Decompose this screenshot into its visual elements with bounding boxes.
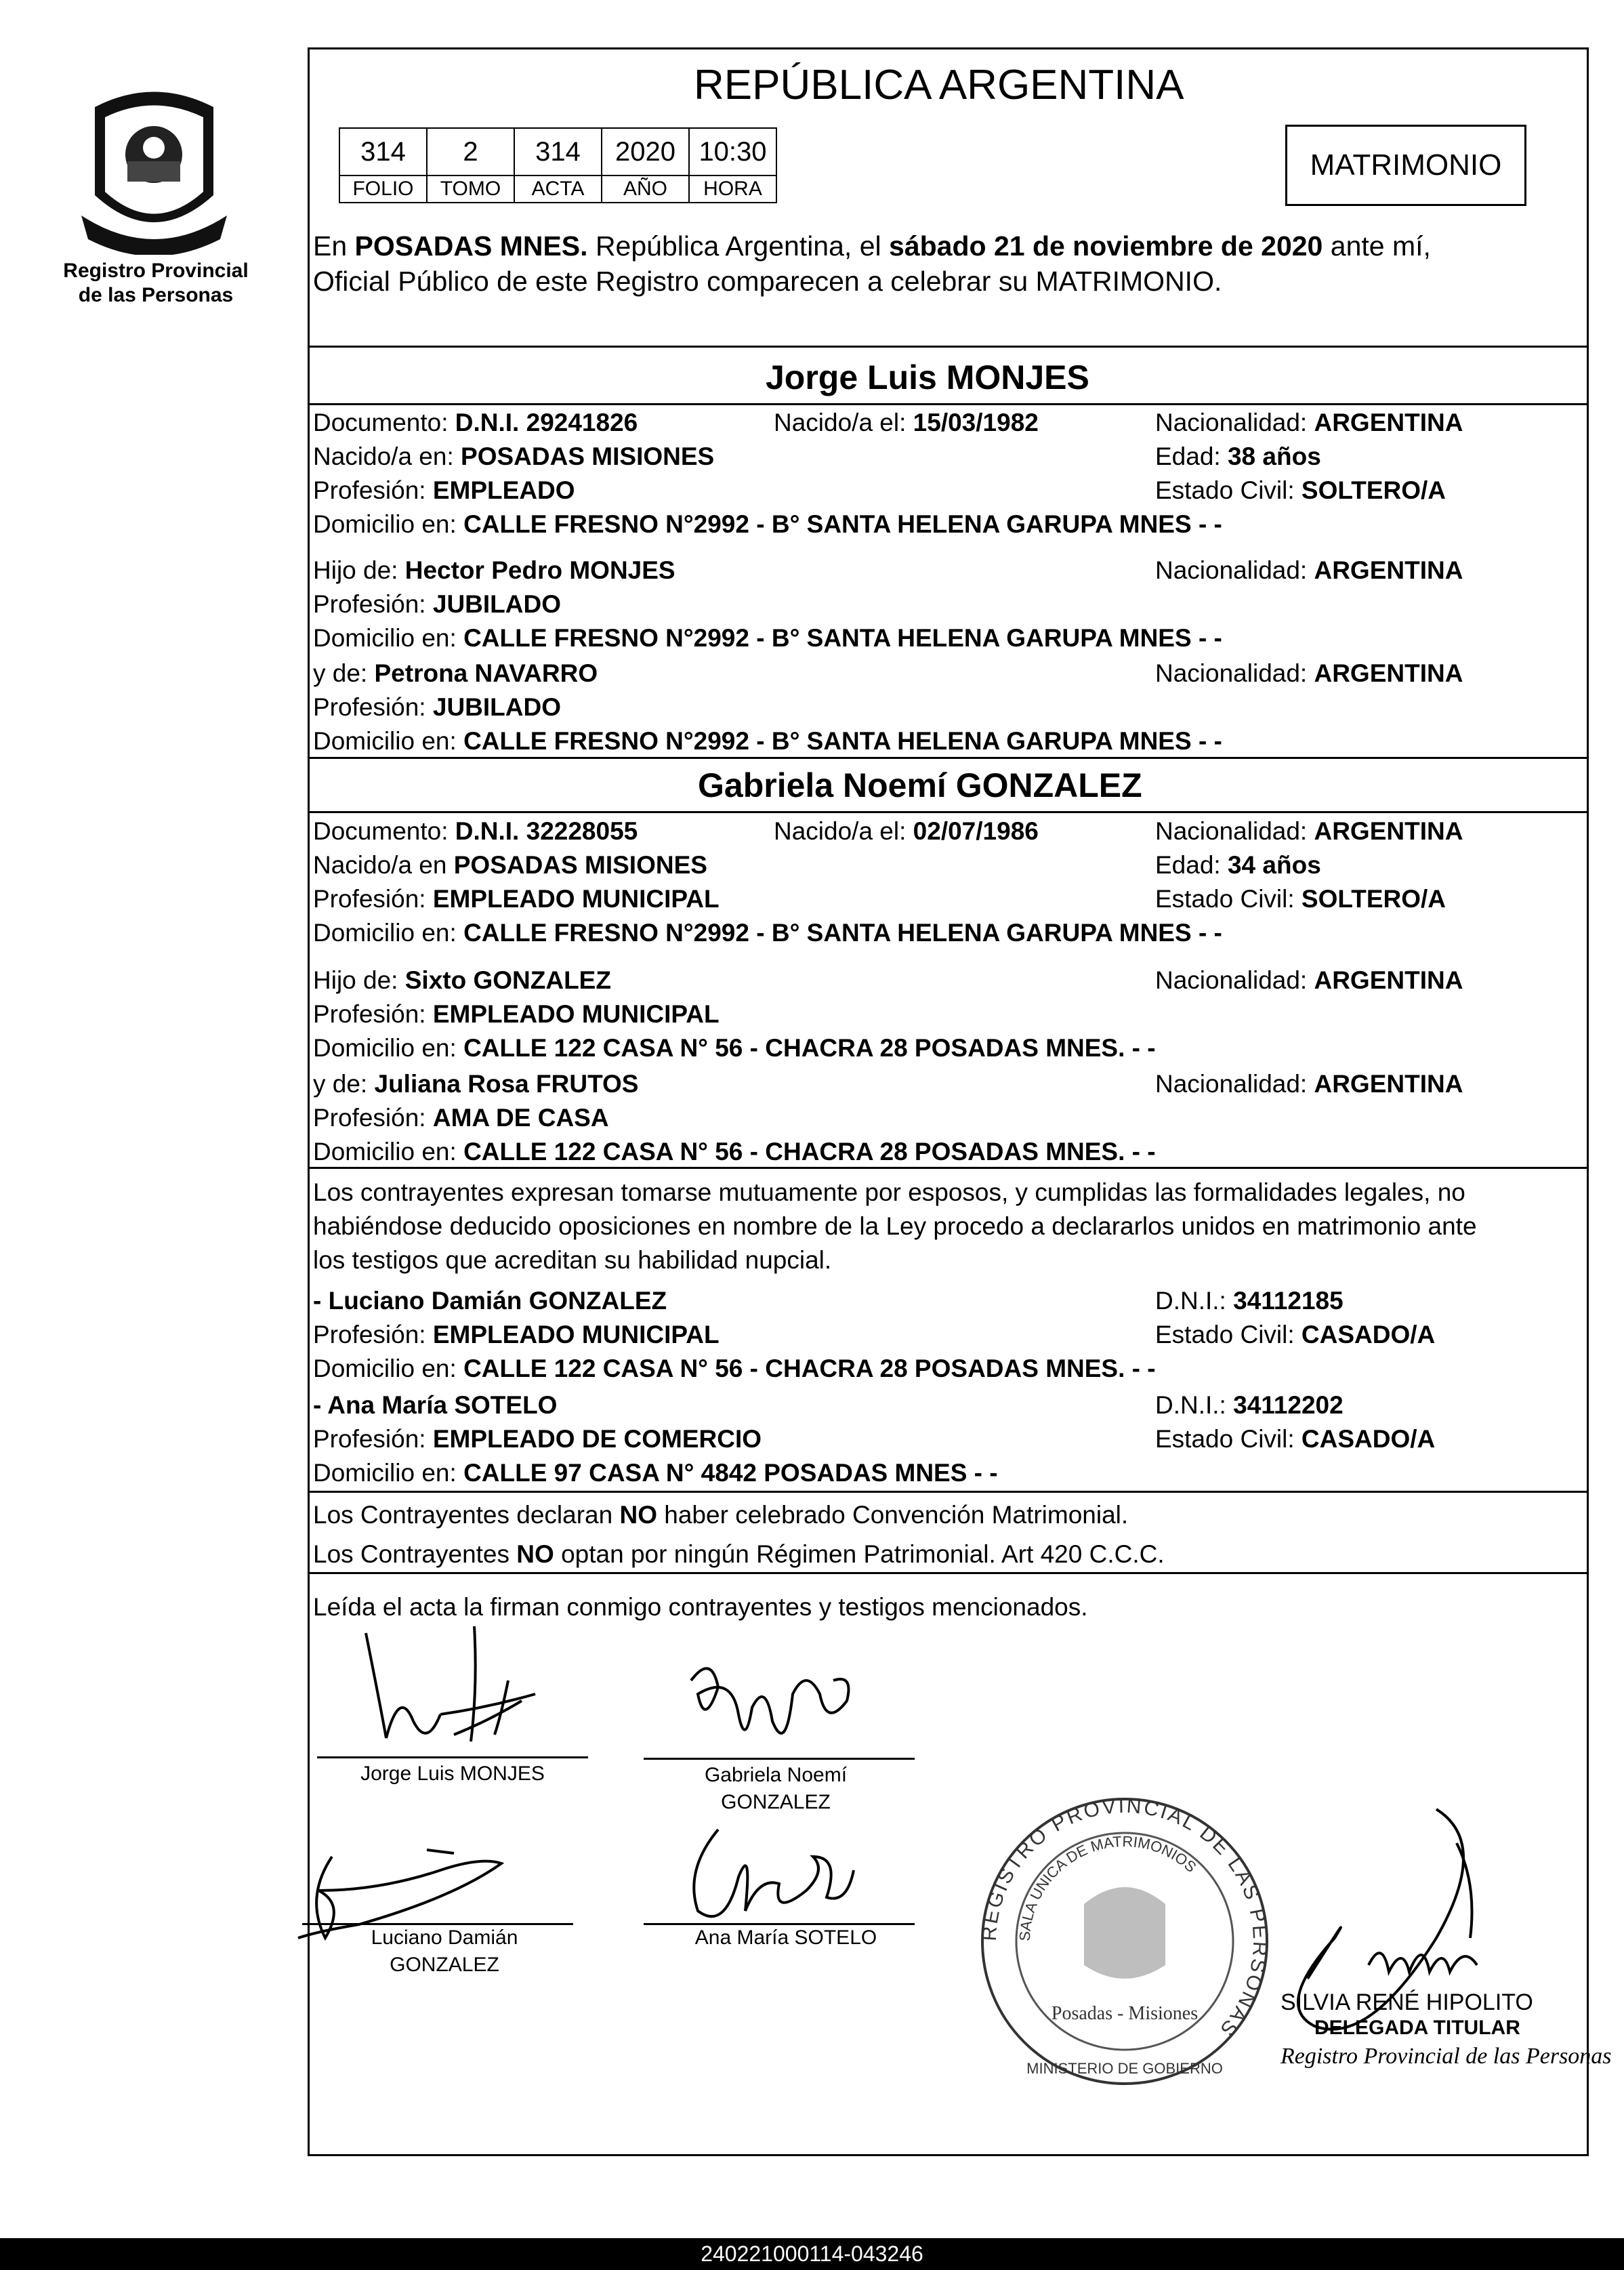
acta-label: ACTA (514, 176, 602, 203)
signature-4 (671, 1816, 874, 1938)
field-label: Hijo de: (313, 556, 405, 584)
field-label: Documento: (313, 817, 455, 845)
witness2-profession (313, 1424, 762, 1454)
field-value: 02/07/1986 (913, 817, 1039, 845)
document-id-footer: 240221000114-043246 (0, 2238, 1624, 2270)
field-label: Domicilio en: (313, 624, 464, 652)
field-label: Nacido/a en: (313, 442, 461, 470)
spouse2-birthplace (313, 850, 707, 880)
field-label: Estado Civil: (1155, 1425, 1302, 1453)
field-label: Edad: (1155, 851, 1228, 879)
field-value: POSADAS MISIONES (453, 851, 707, 879)
witness1-profession (313, 1320, 720, 1350)
field-label: Nacido/a el: (774, 409, 913, 436)
field-label: Nacionalidad: (1155, 659, 1314, 687)
acta-value: 314 (514, 128, 602, 176)
field-value: ARGENTINA (1314, 659, 1463, 687)
tomo-value: 2 (427, 128, 514, 176)
field-value: ARGENTINA (1314, 966, 1463, 994)
declaration-line: los testigos que acreditan su habilidad nupcial. (313, 1246, 832, 1274)
field-value: AMA DE CASA (432, 1104, 609, 1132)
spouse1-documento (313, 408, 638, 438)
agreement-text: Los Contrayentes (313, 1540, 517, 1568)
closing-statement: Leída el acta la firman conmigo contrayentes y testigos mencionados. (313, 1593, 1088, 1621)
field-label: Domicilio en: (313, 919, 464, 947)
field-value: 15/03/1982 (913, 409, 1039, 436)
field-value: ARGENTINA (1314, 1070, 1463, 1098)
signature-name-line: Luciano Damián (371, 1926, 518, 1949)
spouse1-father (313, 556, 675, 585)
field-value: CALLE 122 CASA N° 56 - CHACRA 28 POSADAS MNES. - - (463, 1138, 1156, 1165)
doc-type-label: MATRIMONIO (1310, 148, 1502, 182)
spouse2-birthdate (774, 817, 1039, 846)
official-seal-stamp (976, 1789, 1274, 2094)
official-role: DELEGADA TITULAR (1314, 2017, 1520, 2039)
witness1-dni (1155, 1286, 1344, 1316)
declaration-line: Los contrayentes expresan tomarse mutuamente por esposos, y cumplidas las formalidades legales, no (313, 1178, 1465, 1206)
spouse2-nationality (1155, 817, 1463, 846)
spouse1-birthdate (774, 408, 1039, 438)
agreement-line-2 (313, 1540, 1165, 1569)
anio-label: AÑO (602, 176, 689, 203)
spouse1-father-address (313, 623, 1222, 653)
agreement-emphasis: NO (516, 1540, 554, 1568)
witness1-address (313, 1354, 1156, 1384)
field-value: EMPLEADO MUNICIPAL (432, 1000, 720, 1028)
field-value: CASADO/A (1301, 1321, 1436, 1348)
field-label: D.N.I.: (1155, 1287, 1234, 1315)
field-label: Estado Civil: (1155, 885, 1302, 913)
field-value: 34 años (1227, 851, 1321, 879)
spouse1-mother-nationality (1155, 659, 1463, 688)
intro-date: sábado 21 de noviembre de 2020 (889, 230, 1323, 262)
field-label: y de: (313, 1070, 375, 1098)
field-label: Profesión: (313, 1000, 433, 1028)
folio-value: 314 (339, 128, 427, 176)
field-label: Nacionalidad: (1155, 966, 1314, 994)
registry-table (339, 127, 777, 203)
intro-text: En (313, 230, 355, 262)
provincial-emblem-logo (75, 80, 234, 255)
field-value: Juliana Rosa FRUTOS (374, 1070, 639, 1098)
signature-line (644, 1758, 915, 1760)
intro-place: POSADAS MNES. (354, 230, 588, 262)
witness2-civil-status (1155, 1424, 1435, 1454)
spouse2-father-profession (313, 999, 720, 1029)
declaration-line: habiéndose deducido oposiciones en nombre de la Ley procedo a declararlos unidos en matrimonio ante (313, 1212, 1477, 1240)
field-label: Profesión: (313, 693, 433, 721)
field-value: EMPLEADO (432, 476, 575, 504)
agreement-text: optan por ningún Régimen Patrimonial. Art 420 C.C.C. (554, 1540, 1165, 1568)
signature-name-line: GONZALEZ (390, 1954, 499, 1976)
spouse1-mother-address (313, 726, 1222, 756)
spouse2-father-address (313, 1033, 1156, 1063)
field-value: CALLE FRESNO N°2992 - B° SANTA HELENA GARUPA MNES - - (463, 624, 1222, 652)
signature-name-line: Gabriela Noemí (704, 1764, 848, 1786)
field-value: CALLE FRESNO N°2992 - B° SANTA HELENA GARUPA MNES - - (463, 727, 1222, 755)
field-label: Nacionalidad: (1155, 1070, 1314, 1098)
spouse1-father-nationality (1155, 556, 1463, 585)
hora-value: 10:30 (689, 128, 776, 176)
signature-name-3 (302, 1924, 587, 1979)
field-label: Documento: (313, 409, 455, 436)
field-label: Domicilio en: (313, 510, 464, 538)
field-value: JUBILADO (432, 693, 561, 721)
spouse1-father-profession (313, 590, 561, 619)
spouse1-name: Jorge Luis MONJES (766, 358, 1089, 396)
field-value: Petrona NAVARRO (374, 659, 598, 687)
intro-text: ante mí, (1323, 230, 1431, 262)
intro-line-2: Oficial Público de este Registro comparecen a celebrar su MATRIMONIO. (313, 266, 1222, 297)
signature-name-line: GONZALEZ (721, 1791, 831, 1813)
agreement-text: haber celebrado Convención Matrimonial. (657, 1501, 1129, 1529)
field-label: Nacionalidad: (1155, 409, 1314, 436)
field-value: EMPLEADO MUNICIPAL (432, 885, 720, 913)
intro-text: República Argentina, el (587, 230, 890, 262)
divider (308, 811, 1589, 813)
field-value: Sixto GONZALEZ (404, 966, 611, 994)
witness1-name: - Luciano Damián GONZALEZ (313, 1287, 667, 1315)
field-label: Profesión: (313, 1104, 433, 1132)
spouse2-profession (313, 884, 720, 914)
field-value: 34112185 (1233, 1287, 1344, 1315)
divider (308, 403, 1589, 405)
signature-1 (339, 1619, 562, 1755)
signature-name-1: Jorge Luis MONJES (360, 1762, 545, 1785)
spouse2-age (1155, 850, 1321, 880)
field-value: ARGENTINA (1314, 556, 1463, 584)
field-value: ARGENTINA (1314, 817, 1463, 845)
field-value: D.N.I. 32228055 (455, 817, 638, 845)
intro-line-1 (313, 229, 1431, 263)
field-value: POSADAS MISIONES (461, 442, 715, 470)
spouse2-mother-profession (313, 1103, 609, 1133)
field-value: EMPLEADO DE COMERCIO (432, 1425, 762, 1453)
field-value: 34112202 (1233, 1391, 1344, 1419)
field-value: CALLE 122 CASA N° 56 - CHACRA 28 POSADAS MNES. - - (463, 1355, 1156, 1382)
anio-value: 2020 (602, 128, 689, 176)
seal-city-text: Posadas - Misiones (1051, 2003, 1199, 2024)
spouse1-birthplace (313, 442, 714, 472)
divider (308, 1167, 1589, 1169)
logo-caption-line: de las Personas (78, 284, 234, 306)
agreement-line-1 (313, 1500, 1128, 1530)
field-value: D.N.I. 29241826 (455, 409, 638, 436)
field-label: Domicilio en: (313, 1459, 464, 1487)
witness1-civil-status (1155, 1320, 1435, 1350)
field-label: Estado Civil: (1155, 1321, 1302, 1348)
spouse1-address (313, 510, 1222, 539)
official-name: SILVIA RENÉ HIPOLITO (1281, 1989, 1533, 2015)
signature-2 (671, 1653, 874, 1762)
logo-caption-line: Registro Provincial (63, 260, 249, 282)
field-label: D.N.I.: (1155, 1391, 1234, 1419)
field-value: SOLTERO/A (1301, 885, 1446, 913)
field-label: Nacionalidad: (1155, 817, 1314, 845)
field-label: Nacido/a el: (774, 817, 913, 845)
field-value: CALLE FRESNO N°2992 - B° SANTA HELENA GARUPA MNES - - (463, 510, 1222, 538)
field-label: Domicilio en: (313, 1034, 464, 1062)
field-label: Estado Civil: (1155, 476, 1302, 504)
witness2-address (313, 1458, 998, 1488)
field-label: Hijo de: (313, 966, 405, 994)
agreement-emphasis: NO (619, 1501, 657, 1529)
tomo-label: TOMO (427, 176, 514, 203)
divider (308, 757, 1589, 759)
field-label: Domicilio en: (313, 727, 464, 755)
doc-type-box (1285, 125, 1526, 206)
spouse1-mother (313, 659, 598, 688)
field-value: CALLE 122 CASA N° 56 - CHACRA 28 POSADAS MNES. - - (463, 1034, 1156, 1062)
divider (308, 1491, 1589, 1493)
seal-ministry-text: MINISTERIO DE GOBIERNO (1026, 2060, 1223, 2077)
signature-line (317, 1756, 588, 1758)
agreement-text: Los Contrayentes declaran (313, 1501, 620, 1529)
spouse2-father-nationality (1155, 966, 1463, 995)
logo-caption (47, 259, 264, 308)
spouse1-mother-profession (313, 693, 561, 722)
field-value: ARGENTINA (1314, 409, 1463, 436)
seal-outer-text: REGISTRO PROVINCIAL DE LAS PERSONAS (978, 1794, 1272, 2042)
field-value: CASADO/A (1301, 1425, 1436, 1453)
field-label: Domicilio en: (313, 1355, 464, 1382)
spouse2-civil-status (1155, 884, 1446, 914)
divider (308, 1572, 1589, 1574)
field-label: Profesión: (313, 1425, 433, 1453)
field-value: SOLTERO/A (1301, 476, 1446, 504)
signature-name-4: Ana María SOTELO (694, 1926, 877, 1949)
field-label: Nacido/a en (313, 851, 454, 879)
spouse2-mother-address (313, 1137, 1156, 1167)
spouse1-nationality (1155, 408, 1463, 438)
seal-inner-text: SALA UNICA DE MATRIMONIOS (1016, 1832, 1200, 1942)
spouse1-age (1155, 442, 1321, 472)
field-label: Profesión: (313, 476, 433, 504)
field-label: Profesión: (313, 590, 433, 618)
witness2-name: - Ana María SOTELO (313, 1391, 558, 1419)
field-value: Hector Pedro MONJES (404, 556, 675, 584)
field-label: Domicilio en: (313, 1138, 464, 1165)
country-title: REPÚBLICA ARGENTINA (694, 62, 1184, 108)
divider (308, 346, 1589, 348)
field-label: Nacionalidad: (1155, 556, 1314, 584)
spouse2-father (313, 966, 611, 995)
field-label: Edad: (1155, 442, 1228, 470)
witness2-dni (1155, 1390, 1344, 1420)
field-value: CALLE FRESNO N°2992 - B° SANTA HELENA GARUPA MNES - - (463, 919, 1222, 947)
spouse2-mother-nationality (1155, 1069, 1463, 1099)
field-label: Profesión: (313, 1321, 433, 1348)
spouse2-name: Gabriela Noemí GONZALEZ (698, 766, 1142, 804)
spouse2-documento (313, 817, 638, 846)
spouse2-address (313, 918, 1222, 948)
official-office: Registro Provincial de las Personas (1281, 2044, 1612, 2069)
spouse2-mother (313, 1069, 638, 1099)
folio-label: FOLIO (339, 176, 427, 203)
field-label: Profesión: (313, 885, 433, 913)
field-value: CALLE 97 CASA N° 4842 POSADAS MNES - - (463, 1459, 998, 1487)
hora-label: HORA (689, 176, 776, 203)
field-label: y de: (313, 659, 375, 687)
spouse1-profession (313, 476, 575, 505)
field-value: JUBILADO (432, 590, 561, 618)
field-value: EMPLEADO MUNICIPAL (432, 1321, 720, 1348)
signature-name-2 (644, 1762, 908, 1816)
spouse1-civil-status (1155, 476, 1446, 505)
field-value: 38 años (1227, 442, 1321, 470)
